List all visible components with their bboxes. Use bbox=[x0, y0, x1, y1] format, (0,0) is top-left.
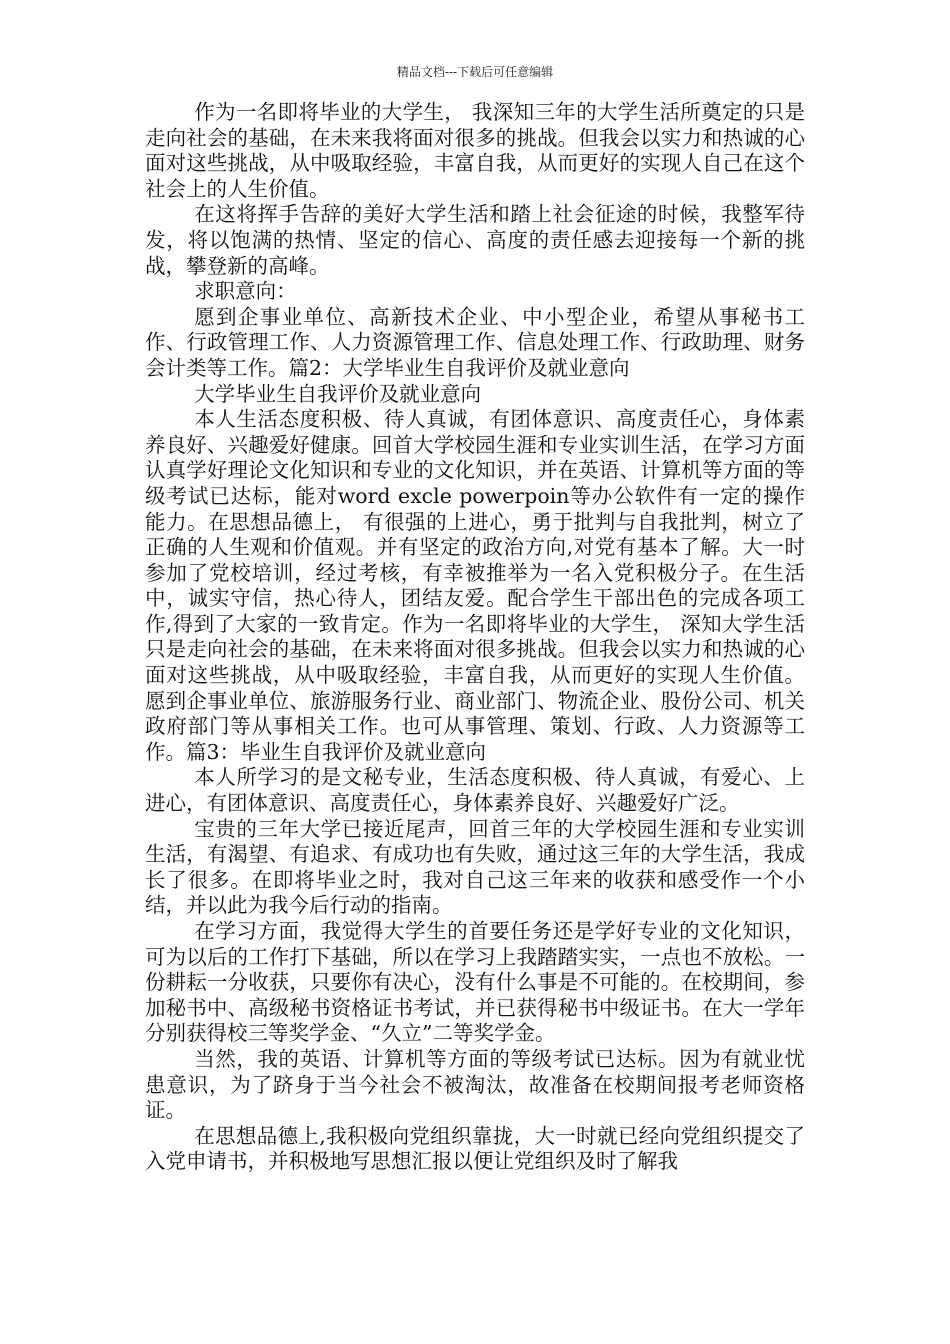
paragraph: 在学习方面，我觉得大学生的首要任务还是学好专业的文化知识，可为以后的工作打下基础，所以在学习上我踏踏实实，一点也不放松。一份耕耘一分收获，只要你有决心，没有什么事是不可能的。在校期间，参加秘书中、高级秘书资格证书考试，并已获得秘书中级证书。在大一学年分别获得校三等奖学金、“久立”二等奖学金。 bbox=[145, 919, 805, 1046]
paragraph: 在思想品德上,我积极向党组织靠拢，大一时就已经向党组织提交了入党申请书，并积极地写思想汇报以便让党组织及时了解我 bbox=[145, 1123, 805, 1174]
page-header: 精品文档---下载后可任意编辑 bbox=[396, 65, 554, 79]
paragraph: 愿到企事业单位、高新技术企业、中小型企业，希望从事秘书工作、行政管理工作、人力资源管理工作、信息处理工作、行政助理、财务会计类等工作。篇2：大学毕业生自我评价及就业意向 bbox=[145, 304, 805, 380]
paragraph: 本人所学习的是文秘专业，生活态度积极、待人真诚，有爱心、上进心，有团体意识、高度责任心，身体素养良好、兴趣爱好广泛。 bbox=[145, 765, 805, 816]
paragraph: 大学毕业生自我评价及就业意向 bbox=[194, 381, 482, 406]
paragraph: 求职意向： bbox=[194, 279, 297, 304]
paragraph: 当然，我的英语、计算机等方面的等级考试已达标。因为有就业忧患意识，为了跻身于当今社会不被淘汰，故准备在校期间报考老师资格证。 bbox=[145, 1046, 805, 1123]
paragraph: 作为一名即将毕业的大学生， 我深知三年的大学生活所奠定的只是走向社会的基础，在未来我将面对很多的挑战。但我会以实力和热诚的心面对这些挑战，从中吸取经验，丰富自我，从而更好的实现人自己在这个社会上的人生价值。 bbox=[145, 100, 805, 201]
paragraph: 在这将挥手告辞的美好大学生活和踏上社会征途的时候，我整军待发，将以饱满的热情、坚定的信心、高度的责任感去迎接每一个新的挑战，攀登新的高峰。 bbox=[145, 202, 805, 278]
paragraph: 宝贵的三年大学已接近尾声，回首三年的大学校园生涯和专业实训生活，有渴望、有追求、有成功也有失败，通过这三年的大学生活，我成长了很多。在即将毕业之时，我对自己这三年来的收获和感受作一个小结，并以此为我今后行动的指南。 bbox=[145, 816, 805, 918]
document-body bbox=[145, 100, 805, 1175]
paragraph: 本人生活态度积极、待人真诚，有团体意识、高度责任心，身体素养良好、兴趣爱好健康。回首大学校园生涯和专业实训生活，在学习方面认真学好理论文化知识和专业的文化知识，并在英语、计算机等方面的等级考试已达标，能对word excle powerpoin等办公软件有一定的操作能力。在思想品德上， 有很强的上进心，勇于批判与自我批判，树立了正确的人生观和价值观。并有坚定的政治方向,对党有基本了解。大一时参加了党校培训，经过考核，有幸被推举为一名入党积极分子。在生活中，诚实守信，热心待人，团结友爱。配合学生干部出色的完成各项工作,得到了大家的一致肯定。作为一名即将毕业的大学生， 深知大学生活只是走向社会的基础，在未来将面对很多挑战。但我会以实力和热诚的心面对这些挑战，从中吸取经验，丰富自我，从而更好的实现人生价值。 愿到企事业单位、旅游服务行业、商业部门、物流企业、股份公司、机关政府部门等从事相关工作。也可从事管理、策划、行政、人力资源等工作。篇3：毕业生自我评价及就业意向 bbox=[145, 407, 805, 764]
